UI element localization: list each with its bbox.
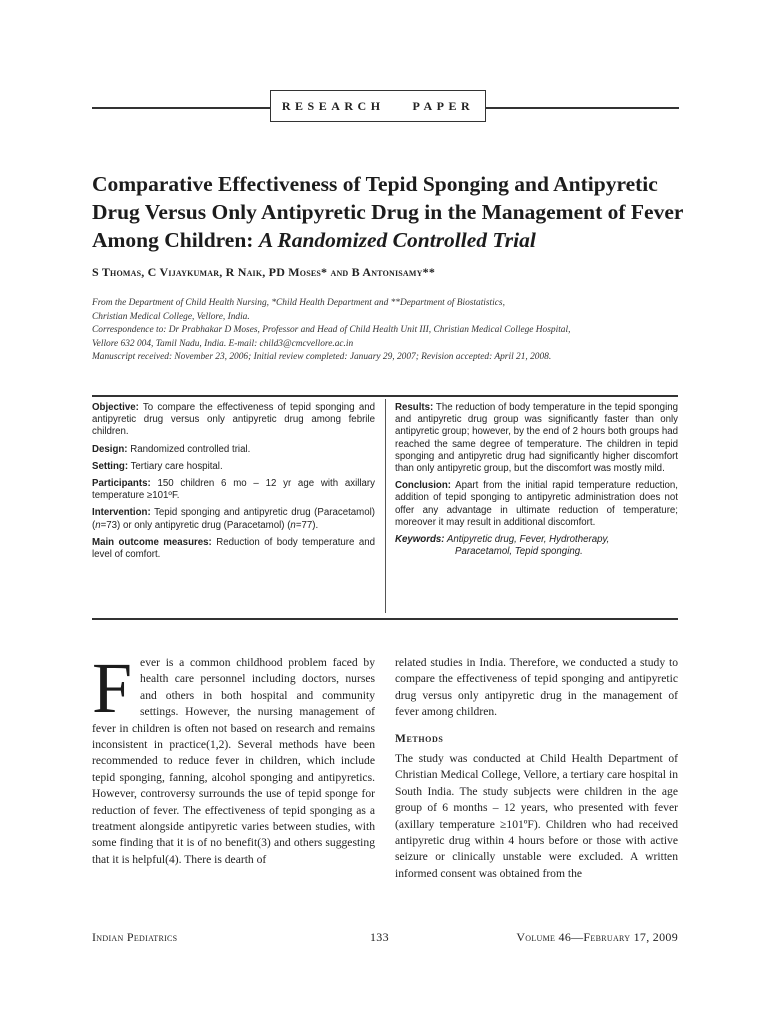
intervention-n: n: [290, 519, 296, 531]
design-text: Randomized controlled trial.: [127, 443, 251, 455]
affiliation-line: From the Department of Child Health Nursing, *Child Health Department and **Department of Biostatistics,: [92, 298, 505, 308]
abstract-design: [92, 444, 375, 456]
abstract-rule-top: [92, 395, 678, 397]
section-word-paper: PAPER: [412, 98, 475, 113]
conclusion-label: Conclusion:: [395, 480, 451, 492]
intervention-n: n: [95, 519, 101, 531]
volume-date: Volume 46—February 17, 2009: [516, 930, 678, 944]
intervention-text: =73) or only antipyretic drug (Paracetamol) (: [100, 519, 291, 531]
setting-text: Tertiary care hospital.: [128, 460, 223, 472]
title-subtitle: A Randomized Controlled Trial: [258, 228, 536, 252]
outcome-label: Main outcome measures:: [92, 536, 212, 548]
methods-paragraph: The study was conducted at Child Health Department of Christian Medical College, Vellore, a tertiary care hospital in South India. The study subjects were children in the age group of 6 months – 12 years, who presented with fever (axillary temperature ≥101ºF). Children who had received antipyretic drug within 4 hours before or those with active seizure or clinically unstable were excluded. A written informed consent was obtained from the: [395, 752, 678, 880]
intro-paragraph-continued: related studies in India. Therefore, we conducted a study to compare the effectiveness of tepid sponging and antipyretic drug versus only antipyretic drug in the management of fever among children.: [395, 656, 678, 719]
header-rule-left: [92, 107, 270, 109]
abstract-intervention: [92, 507, 375, 531]
section-word-research: RESEARCH: [281, 98, 385, 113]
keywords-text: Antipyretic drug, Fever, Hydrotherapy,: [444, 534, 610, 546]
drop-cap: F: [92, 648, 133, 728]
intervention-text: =77).: [295, 519, 319, 531]
abstract-participants: [92, 478, 375, 502]
intro-paragraph: ever is a common childhood problem faced by health care personnel including doctors, nurses and others in both hospital and community settings. However, the nursing management of fever in children is often not based on research and remains inconsistent in practice(1,2). Several methods have been recommended to reduce fever in children, which include tepid sponging, fanning, alcohol sponging and antipyretics. However, controversy surrounds the use of tepid sponge for reduction of fever. The effectiveness of tepid sponging as a treatment alongside antipyretic varies between studies, with some finding that it is of no benefit(3) and others suggesting that it is helpful(4). There is dearth of: [92, 656, 375, 866]
affiliation-block: [92, 297, 682, 365]
title-main: Comparative Effectiveness of Tepid Sponging and Antipyretic Drug Versus Only Antipyretic Drug in the Management of Fever Among Children:: [92, 172, 684, 252]
author-list: S Thomas, C Vijaykumar, R Naik, PD Moses* and B Antonisamy**: [92, 265, 436, 279]
abstract-conclusion: [395, 480, 678, 529]
journal-name: Indian Pediatrics: [92, 930, 178, 944]
intervention-label: Intervention:: [92, 507, 151, 519]
body-right-column: [395, 655, 678, 882]
manuscript-dates: Manuscript received: November 23, 2006; Initial review completed: January 29, 2007; Revision accepted: April 21, 2008.: [92, 352, 552, 362]
design-label: Design:: [92, 443, 128, 455]
abstract-results: [395, 402, 678, 475]
results-label: Results:: [395, 402, 434, 413]
abstract-outcome: [92, 537, 375, 561]
abstract-setting: [92, 461, 375, 473]
participants-text: 150 children 6 mo – 12 yr age with axillary temperature ≥101ºF.: [92, 478, 375, 502]
body-left-column: [92, 648, 375, 868]
participants-label: Participants:: [92, 478, 151, 490]
setting-label: Setting:: [92, 460, 129, 472]
objective-text: To compare the effectiveness of tepid sponging and antipyretic drug versus only antipyretic drug among febrile children.: [92, 402, 375, 438]
abstract-divider: [385, 399, 386, 613]
conclusion-text: Apart from the initial rapid temperature reduction, addition of tepid sponging to antipyretic administration does not offer any advantage in ultimate reduction of temperature; moreover it may result in additional discomfort.: [395, 480, 678, 528]
intervention-text: Tepid sponging and antipyretic drug (Paracetamol) (: [92, 507, 375, 531]
section-label: [270, 90, 486, 122]
abstract-left-column: [92, 402, 375, 566]
correspondence-line: Correspondence to: Dr Prabhakar D Moses, Professor and Head of Child Health Unit III, Christian Medical College Hospital,: [92, 325, 571, 335]
keywords-label: Keywords:: [395, 534, 445, 546]
abstract-rule-bottom: [92, 618, 678, 620]
results-text: The reduction of body temperature in the tepid sponging and antipyretic drug group was significantly faster than only antipyretic group; however, by the end of 2 hours both groups had reached the same degree of temperature. The children in tepid sponging and antipyretic drug had significantly higher discomfort than only antipyretic group, but the discomfort was mostly mild.: [395, 402, 678, 475]
keywords-text-continued: Paracetamol, Tepid sponging.: [455, 546, 583, 558]
correspondence-line: Vellore 632 004, Tamil Nadu, India. E-mail: child3@cmcvellore.ac.in: [92, 338, 354, 349]
abstract-keywords: [395, 534, 678, 546]
header-rule-right: [486, 107, 679, 109]
affiliation-line: Christian Medical College, Vellore, India.: [92, 311, 250, 322]
objective-label: Objective:: [92, 402, 139, 413]
abstract-right-column: [395, 402, 678, 558]
outcome-text: Reduction of body temperature and level of comfort.: [92, 536, 375, 561]
abstract-objective: [92, 402, 375, 439]
article-title: [92, 170, 692, 254]
page-number: 133: [370, 930, 389, 944]
methods-heading: Methods: [395, 732, 444, 745]
